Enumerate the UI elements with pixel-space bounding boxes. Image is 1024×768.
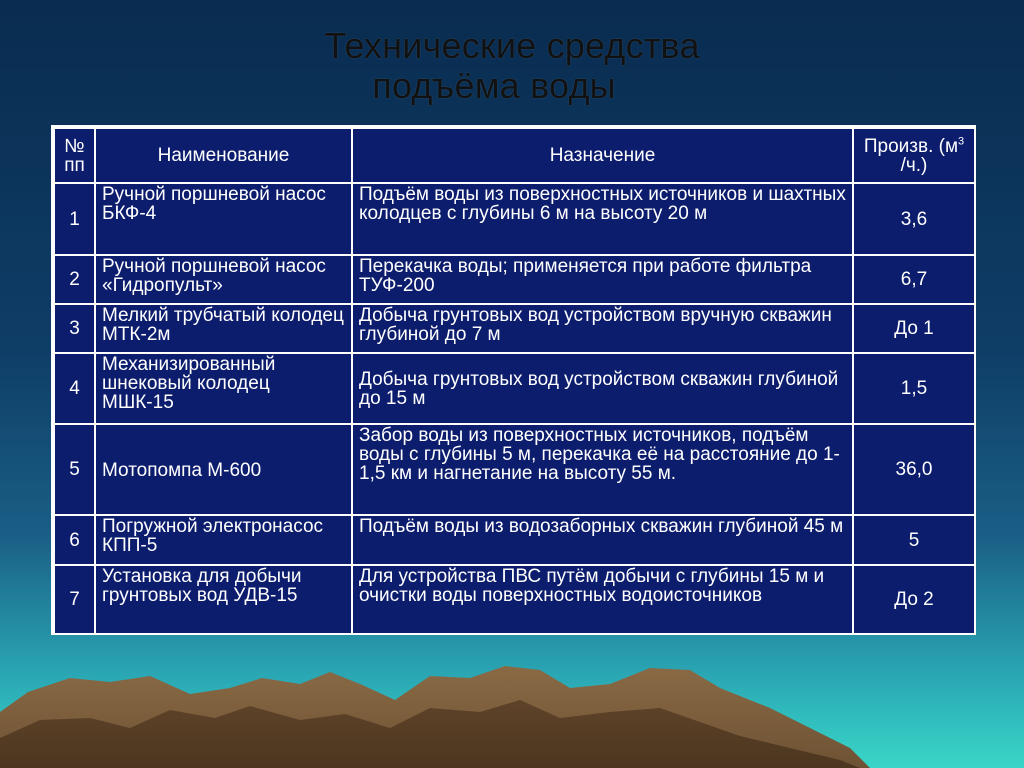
- row-capacity: До 1: [853, 304, 975, 353]
- row-num: 2: [54, 255, 95, 304]
- row-name: Ручной поршневой насос «Гидропульт»: [95, 255, 352, 304]
- table-header-row: [54, 128, 975, 183]
- row-num: 1: [54, 183, 95, 255]
- title-line-2: подъёма воды: [372, 65, 616, 106]
- equipment-table: [53, 127, 976, 635]
- row-purpose: Для устройства ПВС путём добычи с глубины 15 м и очистки воды поверхностных водоисточников: [352, 565, 853, 634]
- row-name: Установка для добычи грунтовых вод УДВ-15: [95, 565, 352, 634]
- row-name: Мотопомпа М-600: [95, 424, 352, 515]
- row-num: 6: [54, 515, 95, 565]
- row-capacity: 1,5: [853, 353, 975, 424]
- table-row: [54, 515, 975, 565]
- row-num: 7: [54, 565, 95, 634]
- table-row: [54, 183, 975, 255]
- slide-title: [0, 26, 1024, 106]
- row-num: 4: [54, 353, 95, 424]
- row-purpose: Подъём воды из водозаборных скважин глубиной 45 м: [352, 515, 853, 565]
- row-name: Мелкий трубчатый колодец МТК-2м: [95, 304, 352, 353]
- row-capacity: 3,6: [853, 183, 975, 255]
- row-purpose: Добыча грунтовых вод устройством скважин глубиной до 15 м: [352, 353, 853, 424]
- header-name: Наименование: [95, 128, 352, 183]
- header-purpose: Назначение: [352, 128, 853, 183]
- row-purpose: Подъём воды из поверхностных источников и шахтных колодцев с глубины 6 м на высоту 20 м: [352, 183, 853, 255]
- row-purpose: Перекачка воды; применяется при работе фильтра ТУФ-200: [352, 255, 853, 304]
- row-purpose: Забор воды из поверхностных источников, подъём воды с глубины 5 м, перекачка её на расстояние до 1-1,5 км и нагнетание на высоту 55 м.: [352, 424, 853, 515]
- header-capacity-prefix: Произв. (м: [863, 135, 959, 157]
- header-capacity-suffix: /ч.): [900, 154, 928, 176]
- row-purpose: Добыча грунтовых вод устройством вручную скважин глубиной до 7 м: [352, 304, 853, 353]
- mountains-decoration: [0, 648, 1024, 768]
- row-num: 5: [54, 424, 95, 515]
- header-capacity: [853, 128, 975, 183]
- row-capacity: До 2: [853, 565, 975, 634]
- title-line-1: Технические средства: [324, 25, 700, 66]
- equipment-table-frame: [51, 125, 976, 635]
- row-num: 3: [54, 304, 95, 353]
- table-row: [54, 353, 975, 424]
- row-name: Погружной электронасос КПП-5: [95, 515, 352, 565]
- table-row: [54, 424, 975, 515]
- table-row: [54, 304, 975, 353]
- header-num: № пп: [54, 128, 95, 183]
- header-capacity-sup: 3: [958, 135, 965, 148]
- table-row: [54, 565, 975, 634]
- row-capacity: 6,7: [853, 255, 975, 304]
- table-row: [54, 255, 975, 304]
- row-capacity: 5: [853, 515, 975, 565]
- row-name: Ручной поршневой насос БКФ-4: [95, 183, 352, 255]
- row-capacity: 36,0: [853, 424, 975, 515]
- row-name: Механизированный шнековый колодец МШК-15: [95, 353, 352, 424]
